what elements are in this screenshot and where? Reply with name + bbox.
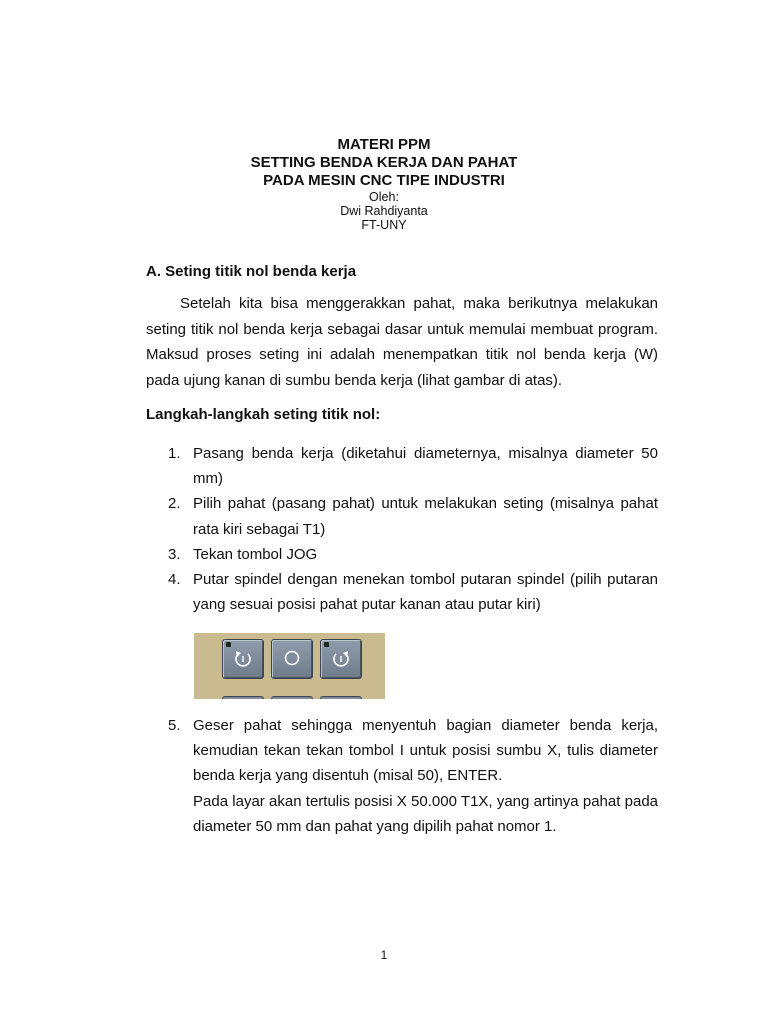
- lower-key-edge: [271, 696, 313, 699]
- list-item: [168, 441, 658, 491]
- list-item: [168, 542, 658, 567]
- section-a-heading: A. Seting titik nol benda kerja: [146, 263, 357, 280]
- title-line-1: MATERI PPM: [337, 136, 431, 153]
- step-text: Pasang benda kerja (diketahui diameternya, misalnya diameter 50 mm): [193, 445, 658, 488]
- page-number: 1: [380, 948, 388, 962]
- author-name: Dwi Rahdiyanta: [340, 204, 428, 218]
- list-item: [168, 713, 658, 839]
- section-a-paragraph: [146, 291, 658, 393]
- affiliation: FT-UNY: [361, 218, 407, 232]
- title-line-3: PADA MESIN CNC TIPE INDUSTRI: [263, 172, 505, 189]
- key-led-indicator: [324, 642, 329, 647]
- steps-list-1-4: [168, 441, 658, 617]
- title-block: [0, 136, 768, 232]
- lower-key-edge: [222, 696, 264, 699]
- spindle-cw-icon: [232, 648, 254, 670]
- lower-key-edge: [320, 696, 362, 699]
- title-line-2: SETTING BENDA KERJA DAN PAHAT: [250, 154, 518, 171]
- step-number: 2.: [168, 495, 181, 513]
- spindle-stop-key: [271, 639, 313, 679]
- step-text: Tekan tombol JOG: [193, 545, 318, 563]
- by-label: Oleh:: [369, 190, 399, 204]
- step-number: 1.: [168, 445, 181, 462]
- step-text: Putar spindel dengan menekan tombol putaran spindel (pilih putaran yang sesuai posisi pahat putar kanan atau putar kiri): [193, 571, 658, 614]
- spindle-button-panel-image: [194, 633, 385, 699]
- key-led-indicator: [226, 642, 231, 647]
- steps-heading: Langkah-langkah seting titik nol:: [146, 406, 381, 423]
- step-number: 3.: [168, 545, 181, 563]
- section-a-paragraph-text: Setelah kita bisa menggerakkan pahat, maka berikutnya melakukan seting titik nol benda kerja sebagai dasar untuk memulai membuat program. Maksud proses seting ini adalah menempatkan titik nol benda kerja (W) pada ujung kanan di sumbu benda kerja (lihat gambar di atas).: [146, 295, 658, 389]
- step-number: 4.: [168, 571, 181, 589]
- spindle-ccw-key: [320, 639, 362, 679]
- spindle-stop-icon: [281, 648, 303, 670]
- list-item: [168, 567, 658, 617]
- step-number: 5.: [168, 717, 181, 734]
- list-item: [168, 491, 658, 541]
- spindle-cw-key: [222, 639, 264, 679]
- step-note: Pada layar akan tertulis posisi X 50.000 T1X, yang artinya pahat pada diameter 50 mm dan pahat yang dipilih pahat nomor 1.: [193, 792, 658, 835]
- step-text: Geser pahat sehingga menyentuh bagian diameter benda kerja, kemudian tekan tekan tombol I untuk posisi sumbu X, tulis diameter benda kerja yang disentuh (misal 50), ENTER.: [193, 717, 658, 785]
- step-text: Pilih pahat (pasang pahat) untuk melakukan seting (misalnya pahat rata kiri sebagai T1): [193, 495, 658, 538]
- spindle-ccw-icon: [330, 648, 352, 670]
- steps-list-5: [168, 713, 658, 839]
